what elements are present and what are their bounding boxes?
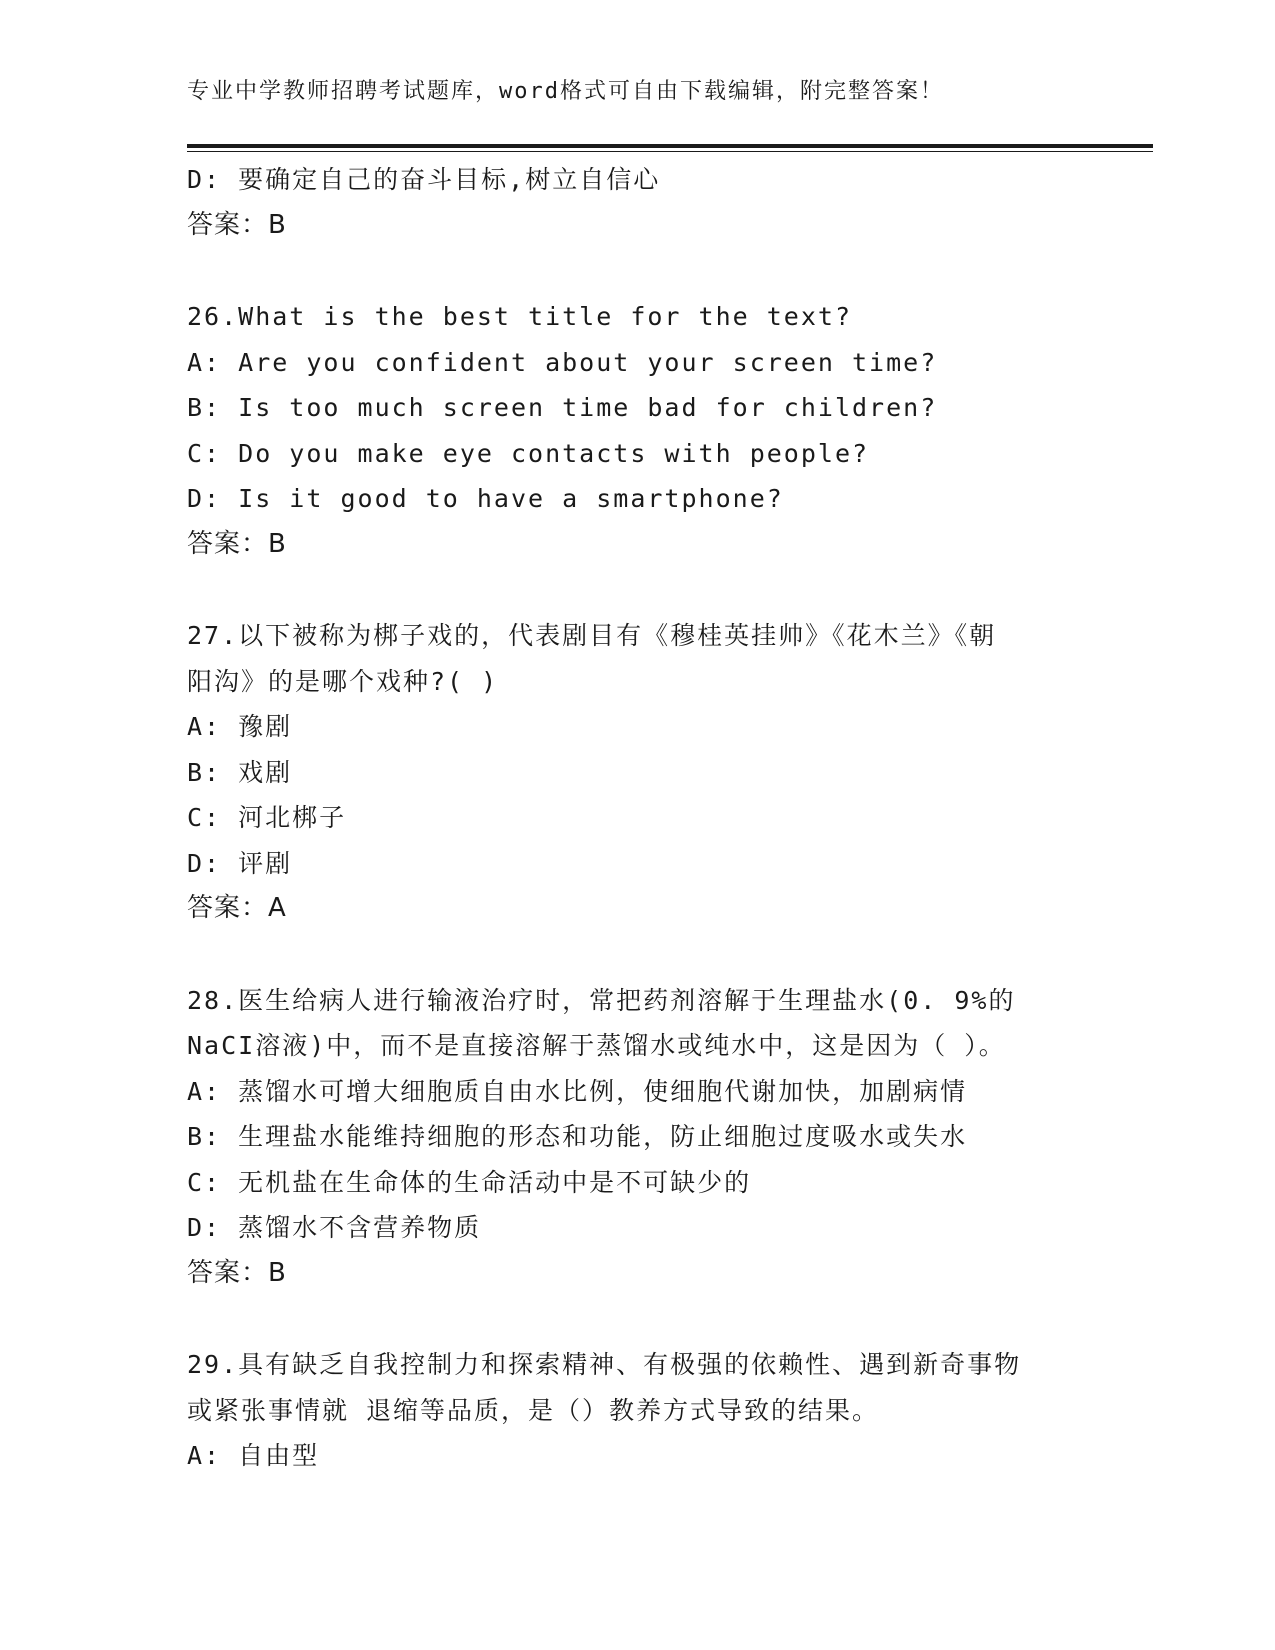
question-text: 27.以下被称为梆子戏的，代表剧目有《穆桂英挂帅》《花木兰》《朝 bbox=[187, 621, 997, 650]
answer-line: 答案：B bbox=[187, 1257, 287, 1288]
option-d: D: Is it good to have a smartphone? bbox=[187, 484, 784, 513]
page-header: 专业中学教师招聘考试题库，word格式可自由下载编辑，附完整答案！ bbox=[187, 79, 944, 104]
question-text: 26.What is the best title for the text? bbox=[187, 302, 852, 331]
option-d: D: 评剧 bbox=[187, 848, 293, 878]
question-text: 或紧张事情就 退缩等品质，是（）教养方式导致的结果。 bbox=[187, 1395, 880, 1425]
answer-line: 答案：B bbox=[187, 528, 287, 559]
question-content bbox=[187, 157, 1087, 1479]
option-d: D: 蒸馏水不含营养物质 bbox=[187, 1213, 482, 1242]
option-c: C: Do you make eye contacts with people? bbox=[187, 438, 870, 468]
header-rule-thin bbox=[187, 151, 1153, 152]
answer-line: 答案：A bbox=[187, 893, 287, 923]
option-d: D: 要确定自己的奋斗目标,树立自信心 bbox=[187, 165, 661, 194]
option-a: A: Are you confident about your screen time? bbox=[187, 347, 938, 377]
option-a: A: 豫剧 bbox=[187, 712, 293, 741]
question-text: 28.医生给病人进行输液治疗时，常把药剂溶解于生理盐水(0. 9%的 bbox=[187, 985, 1016, 1015]
option-a: A: 自由型 bbox=[187, 1441, 320, 1470]
option-c: C: 河北梆子 bbox=[187, 803, 347, 832]
question-text: 29.具有缺乏自我控制力和探索精神、有极强的依赖性、遇到新奇事物 bbox=[187, 1350, 1022, 1379]
option-b: B: 戏剧 bbox=[187, 757, 293, 787]
option-b: B: Is too much screen time bad for children? bbox=[187, 393, 938, 422]
question-text: NaCI溶液)中，而不是直接溶解于蒸馏水或纯水中，这是因为（ ）。 bbox=[187, 1031, 1006, 1060]
option-b: B: 生理盐水能维持细胞的形态和功能，防止细胞过度吸水或失水 bbox=[187, 1122, 968, 1151]
option-a: A: 蒸馏水可增大细胞质自由水比例，使细胞代谢加快，加剧病情 bbox=[187, 1076, 968, 1106]
option-c: C: 无机盐在生命体的生命活动中是不可缺少的 bbox=[187, 1167, 752, 1197]
question-text: 阳沟》的是哪个戏种?( ) bbox=[187, 666, 499, 696]
header-rule-thick bbox=[187, 144, 1153, 148]
answer-line: 答案：B bbox=[187, 209, 287, 240]
